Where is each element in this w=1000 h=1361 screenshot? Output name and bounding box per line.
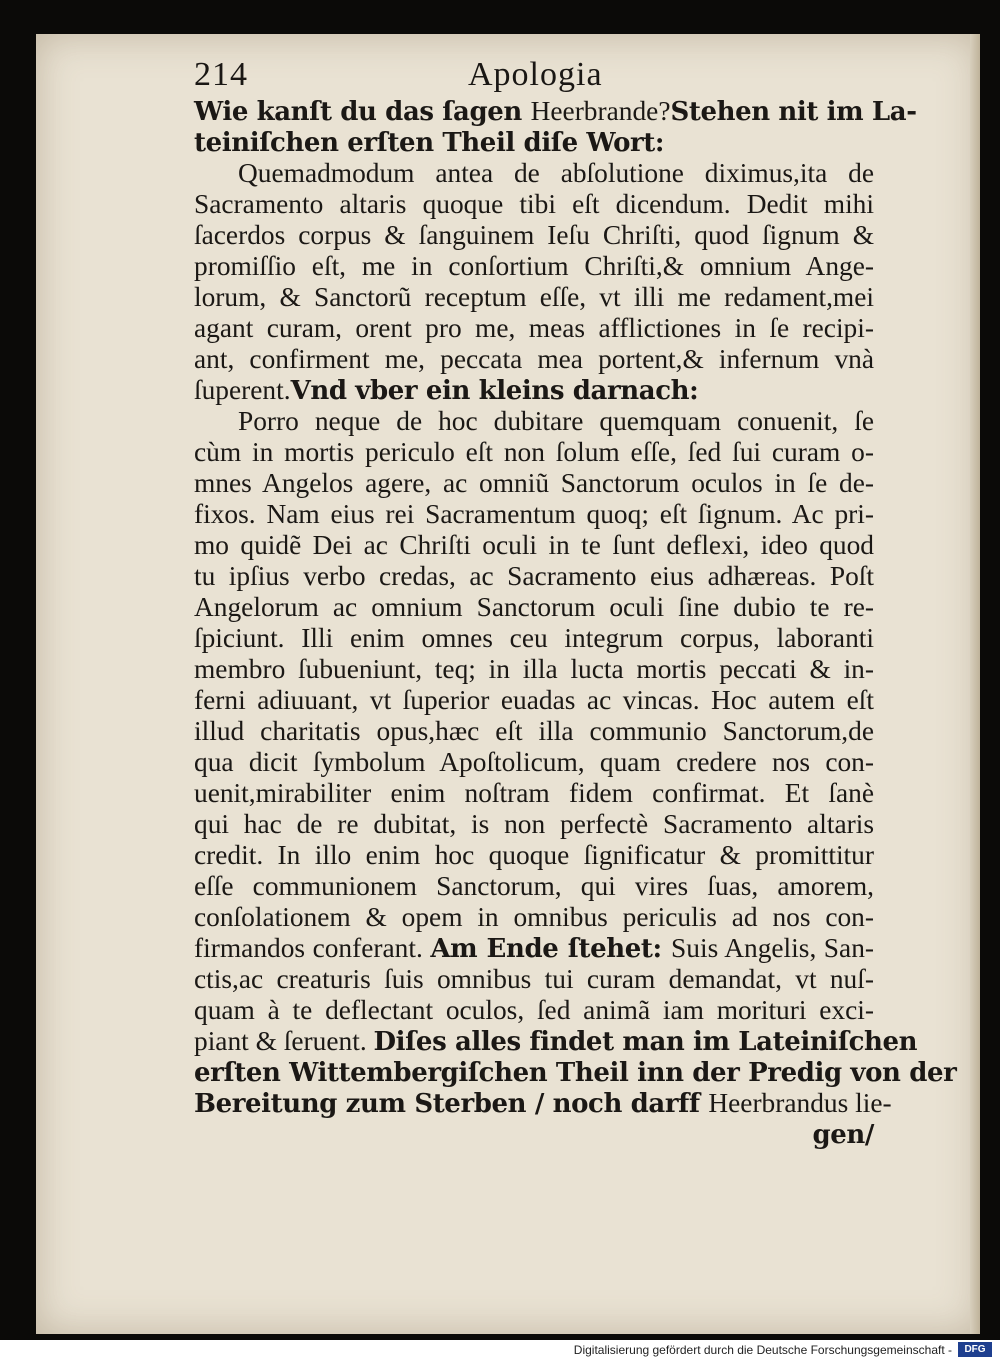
roman-text: promiſſio eſt, me in conſortium Chriſti,& omnium Ange- [194,251,874,281]
roman-text: fixos. Nam eius rei Sacramentum quoq; eſt ſignum. Ac pri- [194,499,874,529]
roman-text: tu ipſius verbo credas, ac Sacramento eius adhæreas. Poſt [194,561,874,591]
text-line [194,716,874,747]
text-line [194,189,874,220]
text-line [194,96,917,127]
text-line [194,654,874,685]
text-line [194,1119,874,1150]
roman-text: firmandos conferant. [194,933,431,963]
roman-text: ferni adiuuant, vt ſuperior euadas ac vincas. Hoc autem eſt [194,685,874,715]
blackletter-text: Stehen nit im La- [670,97,917,127]
footer-credit: Digitalisierung gefördert durch die Deutsche Forschungsgemeinschaft - [573,1343,952,1357]
text-line [194,158,874,189]
text-line [194,1026,918,1057]
blackletter-text: teiniſchen erſten Theil diſe Wort: [194,128,665,158]
roman-text: eſſe communionem Sanctorum, qui vires ſuas, amorem, [194,871,874,901]
blackletter-text: Wie kanſt du das ſagen [194,97,531,127]
page-edge [970,34,980,1334]
running-head: Apologia [468,56,603,93]
blackletter-text: erſten Wittembergiſchen Theil inn der Predig von der [194,1058,957,1088]
roman-text: Porro neque de hoc dubitare quemquam conuenit, ſe [238,406,874,436]
roman-text: agant curam, orent pro me, meas afflictiones in ſe recipi- [194,313,874,343]
text-line [194,282,874,313]
text-line [194,623,874,654]
text-line [194,592,874,623]
roman-text: ctis,ac creaturis ſuis omnibus tui curam demandat, vt nuſ- [194,964,874,994]
text-line [194,871,874,902]
roman-text: Suis Angelis, San- [671,933,875,963]
roman-text: mo quidẽ Dei ac Chriſti oculi in te ſunt deflexi, ideo quod [194,530,874,560]
roman-text: Angelorum ac omnium Sanctorum oculi ſine dubio te re- [194,592,874,622]
text-line [194,685,874,716]
text-line [194,499,874,530]
roman-text: credit. In illo enim hoc quoque ſignificatur & promittitur [194,840,874,870]
roman-text: membro ſubueniunt, teq; in illa lucta mortis peccati & in- [194,654,874,684]
body-text [194,96,957,1150]
text-line [194,437,874,468]
roman-text: qua dicit ſymbolum Apoſtolicum, quam credere nos con- [194,747,874,777]
text-line [194,375,874,406]
roman-text: Heerbrande? [530,96,671,126]
text-line [194,1057,957,1088]
text-line [194,561,874,592]
blackletter-text: Am Ende ſtehet: [430,934,672,964]
dfg-logo: DFG [958,1342,992,1357]
page-header [194,56,634,96]
roman-text: Sacramento altaris quoque tibi eſt dicendum. Dedit mihi [194,189,874,219]
text-line [194,902,874,933]
text-line [194,251,874,282]
text-line [194,220,874,251]
text-line [194,1088,892,1119]
text-line [194,809,874,840]
roman-text: quam à te deflectant oculos, ſed animã iam morituri exci- [194,995,874,1025]
blackletter-text: gen/ [812,1120,874,1150]
blackletter-text: Bereitung zum Sterben / noch darff [194,1089,709,1119]
text-line [194,127,874,158]
text-line [194,995,874,1026]
roman-text: Heerbrandus lie- [708,1088,892,1118]
roman-text: uenit,mirabiliter enim noſtram fidem confirmat. Et ſanè [194,778,874,808]
text-line [194,840,874,871]
text-line [194,313,874,344]
roman-text: cùm in mortis periculo eſt non ſolum eſſe, ſed ſui curam o- [194,437,874,467]
roman-text: ſacerdos corpus & ſanguinem Ieſu Chriſti, quod ſignum & [194,220,874,250]
roman-text: mnes Angelos agere, ac omniũ Sanctorum oculos in ſe de- [194,468,874,498]
roman-text: illud charitatis opus,hæc eſt illa communio Sanctorum,de [194,716,874,746]
text-line [194,964,874,995]
roman-text: Quemadmodum antea de abſolutione diximus,ita de [238,158,874,188]
roman-text: piant & ſeruent. [194,1026,374,1056]
text-line [194,747,874,778]
text-line [194,468,874,499]
text-line [194,778,874,809]
blackletter-text: Vnd vber ein kleins darnach: [290,376,699,406]
text-line [194,530,874,561]
text-line [194,933,874,964]
digitization-footer [0,1340,1000,1361]
roman-text: ſpiciunt. Illi enim omnes ceu integrum corpus, laboranti [194,623,874,653]
roman-text: lorum, & Sanctorũ receptum eſſe, vt illi me redament,mei [194,282,874,312]
roman-text: conſolationem & opem in omnibus periculis ad nos con- [194,902,874,932]
page-number: 214 [194,56,248,93]
roman-text: ſuperent. [194,375,291,405]
roman-text: ant, confirment me, peccata mea portent,& infernum vnà [194,344,874,374]
text-line [194,344,874,375]
roman-text: qui hac de re dubitat, is non perfectè Sacramento altaris [194,809,874,839]
blackletter-text: Diſes alles findet man im Lateiniſchen [373,1027,918,1057]
text-line [194,406,874,437]
